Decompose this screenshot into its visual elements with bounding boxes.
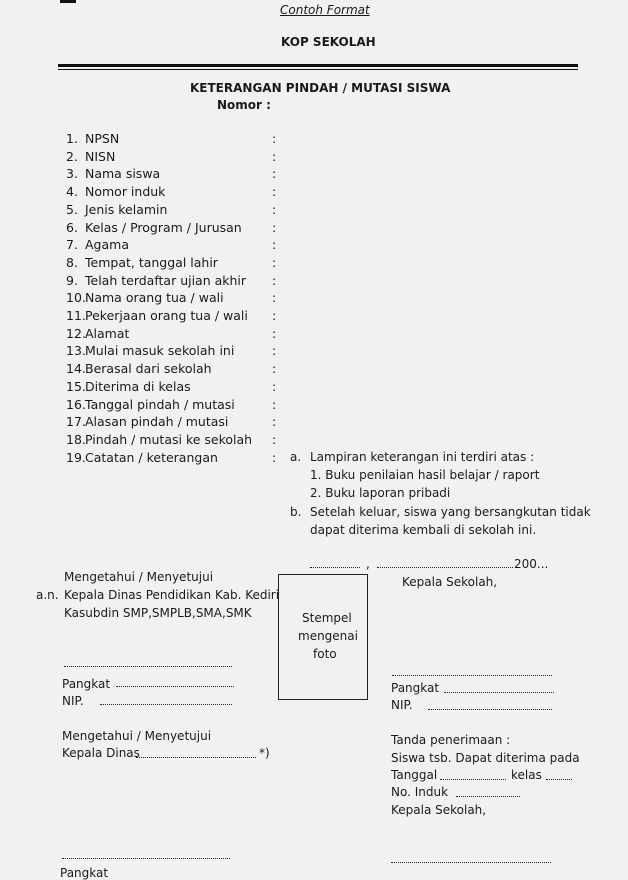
note-b-line1: Setelah keluar, siswa yang bersangkutan tidak bbox=[310, 505, 591, 519]
photo-text-stempel: Stempel bbox=[302, 611, 352, 625]
field-colon: : bbox=[272, 131, 277, 146]
field-num: 9. bbox=[66, 272, 78, 288]
field-label: Berasal dari sekolah bbox=[85, 361, 212, 377]
document-title: KETERANGAN PINDAH / MUTASI SISWA bbox=[190, 81, 451, 95]
field-colon: : bbox=[272, 378, 277, 394]
field-num: 12. bbox=[66, 325, 86, 341]
field-num: 4. bbox=[66, 184, 78, 200]
right-pangkat-blank bbox=[444, 692, 554, 693]
date-place-blank bbox=[310, 567, 360, 568]
field-num: 19. bbox=[66, 449, 86, 465]
field-list bbox=[66, 131, 366, 471]
photo-text-foto: foto bbox=[313, 647, 337, 661]
header-rule-thin bbox=[58, 69, 578, 70]
field-label: Mulai masuk sekolah ini bbox=[85, 343, 235, 359]
field-colon: : bbox=[272, 166, 277, 182]
field-colon: : bbox=[272, 396, 277, 412]
field-label: Alamat bbox=[85, 325, 130, 341]
field-num: 13. bbox=[66, 343, 86, 359]
field-num: 11. bbox=[66, 308, 86, 323]
left-name-blank bbox=[64, 666, 232, 667]
field-label: Pekerjaan orang tua / wali bbox=[85, 308, 248, 323]
field-colon: : bbox=[272, 201, 277, 217]
right-name-blank bbox=[392, 675, 552, 676]
kepala-dinas-blank bbox=[136, 757, 256, 758]
field-num: 18. bbox=[66, 431, 86, 447]
date-blank bbox=[377, 567, 513, 568]
field-colon: : bbox=[272, 431, 277, 447]
field-colon: : bbox=[272, 254, 277, 270]
field-label: Alasan pindah / mutasi bbox=[85, 414, 229, 430]
left-pangkat-label-2: Pangkat bbox=[60, 866, 109, 880]
note-a1: 1. Buku penilaian hasil belajar / raport bbox=[310, 468, 540, 482]
field-colon: : bbox=[272, 449, 277, 465]
field-num: 10. bbox=[66, 290, 86, 306]
note-a-prefix: a. bbox=[290, 450, 302, 464]
date-year: 200... bbox=[514, 557, 549, 571]
field-num: 7. bbox=[66, 237, 78, 253]
left-pangkat-blank bbox=[116, 686, 234, 687]
field-num: 15. bbox=[66, 378, 86, 394]
field-colon: : bbox=[272, 184, 277, 200]
field-num: 2. bbox=[66, 148, 78, 164]
field-label: Tanggal pindah / mutasi bbox=[85, 396, 235, 412]
date-comma: , bbox=[366, 557, 370, 571]
field-colon: : bbox=[272, 237, 277, 253]
field-label: Nomor induk bbox=[85, 184, 166, 200]
field-colon: : bbox=[272, 414, 277, 430]
note-b-prefix: b. bbox=[290, 505, 302, 519]
left-nip-blank bbox=[100, 704, 232, 705]
field-num: 16. bbox=[66, 396, 86, 412]
field-label: Catatan / keterangan bbox=[85, 449, 218, 465]
field-label: Tempat, tanggal lahir bbox=[85, 254, 218, 270]
receipt-line1: Siswa tsb. Dapat diterima pada bbox=[391, 751, 580, 765]
receipt-kepala-sekolah: Kepala Sekolah, bbox=[391, 803, 487, 817]
an-prefix: a.n. bbox=[36, 588, 59, 602]
field-label: NPSN bbox=[85, 131, 120, 146]
format-label: Contoh Format bbox=[280, 3, 370, 17]
field-num: 3. bbox=[66, 166, 78, 182]
field-colon: : bbox=[272, 343, 277, 359]
field-label: Nama siswa bbox=[85, 166, 161, 182]
field-num: 1. bbox=[66, 131, 78, 146]
receipt-name-blank bbox=[391, 862, 551, 863]
right-pangkat-label: Pangkat bbox=[391, 681, 440, 695]
left-nip-label: NIP. bbox=[62, 694, 84, 708]
left-name-blank-2 bbox=[62, 858, 230, 859]
left-pangkat-label: Pangkat bbox=[62, 677, 111, 691]
field-label: Nama orang tua / wali bbox=[85, 290, 224, 306]
receipt-tanggal-label: Tanggal bbox=[391, 768, 438, 782]
note-b-line2: dapat diterima kembali di sekolah ini. bbox=[310, 523, 537, 537]
field-colon: : bbox=[272, 361, 277, 377]
nomor-label: Nomor : bbox=[217, 98, 271, 112]
field-num: 8. bbox=[66, 254, 78, 270]
receipt-induk-label: No. Induk bbox=[391, 785, 449, 799]
receipt-kelas-blank bbox=[546, 779, 572, 780]
note-a2: 2. Buku laporan pribadi bbox=[310, 486, 451, 500]
dinas-title: Kepala Dinas Pendidikan Kab. Kediri bbox=[64, 588, 280, 602]
kepala-dinas-mark: *) bbox=[259, 746, 270, 760]
right-nip-label: NIP. bbox=[391, 698, 413, 712]
field-label: Jenis kelamin bbox=[85, 201, 168, 217]
kop-sekolah: KOP SEKOLAH bbox=[281, 35, 376, 49]
receipt-induk-blank bbox=[456, 796, 520, 797]
field-colon: : bbox=[272, 308, 277, 323]
field-label: Pindah / mutasi ke sekolah bbox=[85, 431, 253, 447]
field-colon: : bbox=[272, 148, 277, 164]
field-label: Telah terdaftar ujian akhir bbox=[85, 272, 247, 288]
top-tick-mark bbox=[60, 0, 76, 3]
right-sign-title: Kepala Sekolah, bbox=[402, 575, 498, 589]
receipt-title: Tanda penerimaan : bbox=[391, 733, 511, 747]
kepala-dinas-label: Kepala Dinas bbox=[62, 746, 140, 760]
receipt-tanggal-blank bbox=[440, 779, 506, 780]
field-colon: : bbox=[272, 272, 277, 288]
field-label: Diterima di kelas bbox=[85, 378, 191, 394]
field-num: 5. bbox=[66, 201, 78, 217]
left-approval-title-2: Mengetahui / Menyetujui bbox=[62, 729, 212, 743]
field-label: NISN bbox=[85, 148, 116, 164]
field-colon: : bbox=[272, 219, 277, 235]
left-approval-title: Mengetahui / Menyetujui bbox=[64, 570, 214, 584]
field-label: Agama bbox=[85, 237, 129, 253]
field-colon: : bbox=[272, 290, 277, 306]
field-colon: : bbox=[272, 325, 277, 341]
note-a-text: Lampiran keterangan ini terdiri atas : bbox=[310, 450, 535, 464]
receipt-kelas-label: kelas bbox=[511, 768, 542, 782]
right-nip-blank bbox=[428, 709, 552, 710]
header-rule-thick bbox=[58, 64, 578, 67]
kasubdin-title: Kasubdin SMP,SMPLB,SMA,SMK bbox=[64, 606, 252, 620]
field-num: 6. bbox=[66, 219, 78, 235]
field-num: 17. bbox=[66, 414, 86, 430]
field-label: Kelas / Program / Jurusan bbox=[85, 219, 242, 235]
photo-text-mengenai: mengenai bbox=[298, 629, 358, 643]
field-num: 14. bbox=[66, 361, 86, 377]
